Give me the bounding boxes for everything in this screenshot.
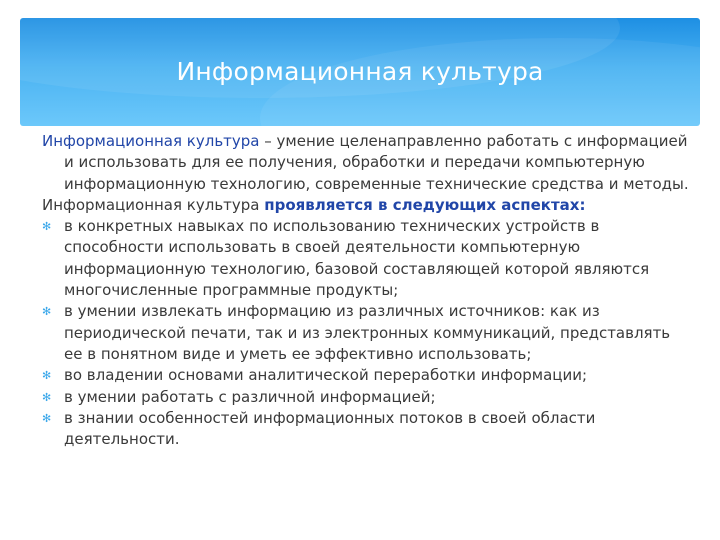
asterisk-bullet-icon: ✻ [42,305,52,319]
definition-text: – умение целенаправленно работать с информацией и использовать для ее получения, обработки и передачи компьютерную информационную технологию, современные технические средства и методы. [64,132,689,193]
slide-body [42,131,692,450]
asterisk-bullet-icon: ✻ [42,369,52,383]
list-item [42,387,692,408]
definition-term: Информационная культура [42,132,260,150]
aspects-list [42,216,692,450]
asterisk-bullet-icon: ✻ [42,390,52,404]
list-item-text: во владении основами аналитической переработки информации; [64,366,588,385]
asterisk-bullet-icon: ✻ [42,411,52,425]
list-item [42,216,692,301]
list-item-text: в умении извлекать информацию из различных источников: как из периодической печати, так и из электронных коммуникаций, представлять ее в понятном виде и уметь ее эффективно использовать; [64,302,671,363]
definition-paragraph [42,131,692,195]
slide-title: Информационная культура [176,57,544,86]
intro-text: Информационная культура [42,195,265,214]
list-item [42,301,692,365]
list-item-text: в умении работать с различной информацией; [64,387,436,406]
list-item [42,365,692,386]
list-item-text: в знании особенностей информационных потоков в своей области деятельности. [64,408,596,449]
asterisk-bullet-icon: ✻ [42,220,52,234]
list-item-text: в конкретных навыках по использованию технических устройств в способности использовать в своей деятельности компьютерную информационную технологию, базовой составляющей которой являются многочисленные программные продукты; [64,217,650,300]
list-item [42,408,692,451]
intro-emphasis: проявляется в следующих аспектах: [264,195,586,214]
intro-paragraph [42,195,692,216]
